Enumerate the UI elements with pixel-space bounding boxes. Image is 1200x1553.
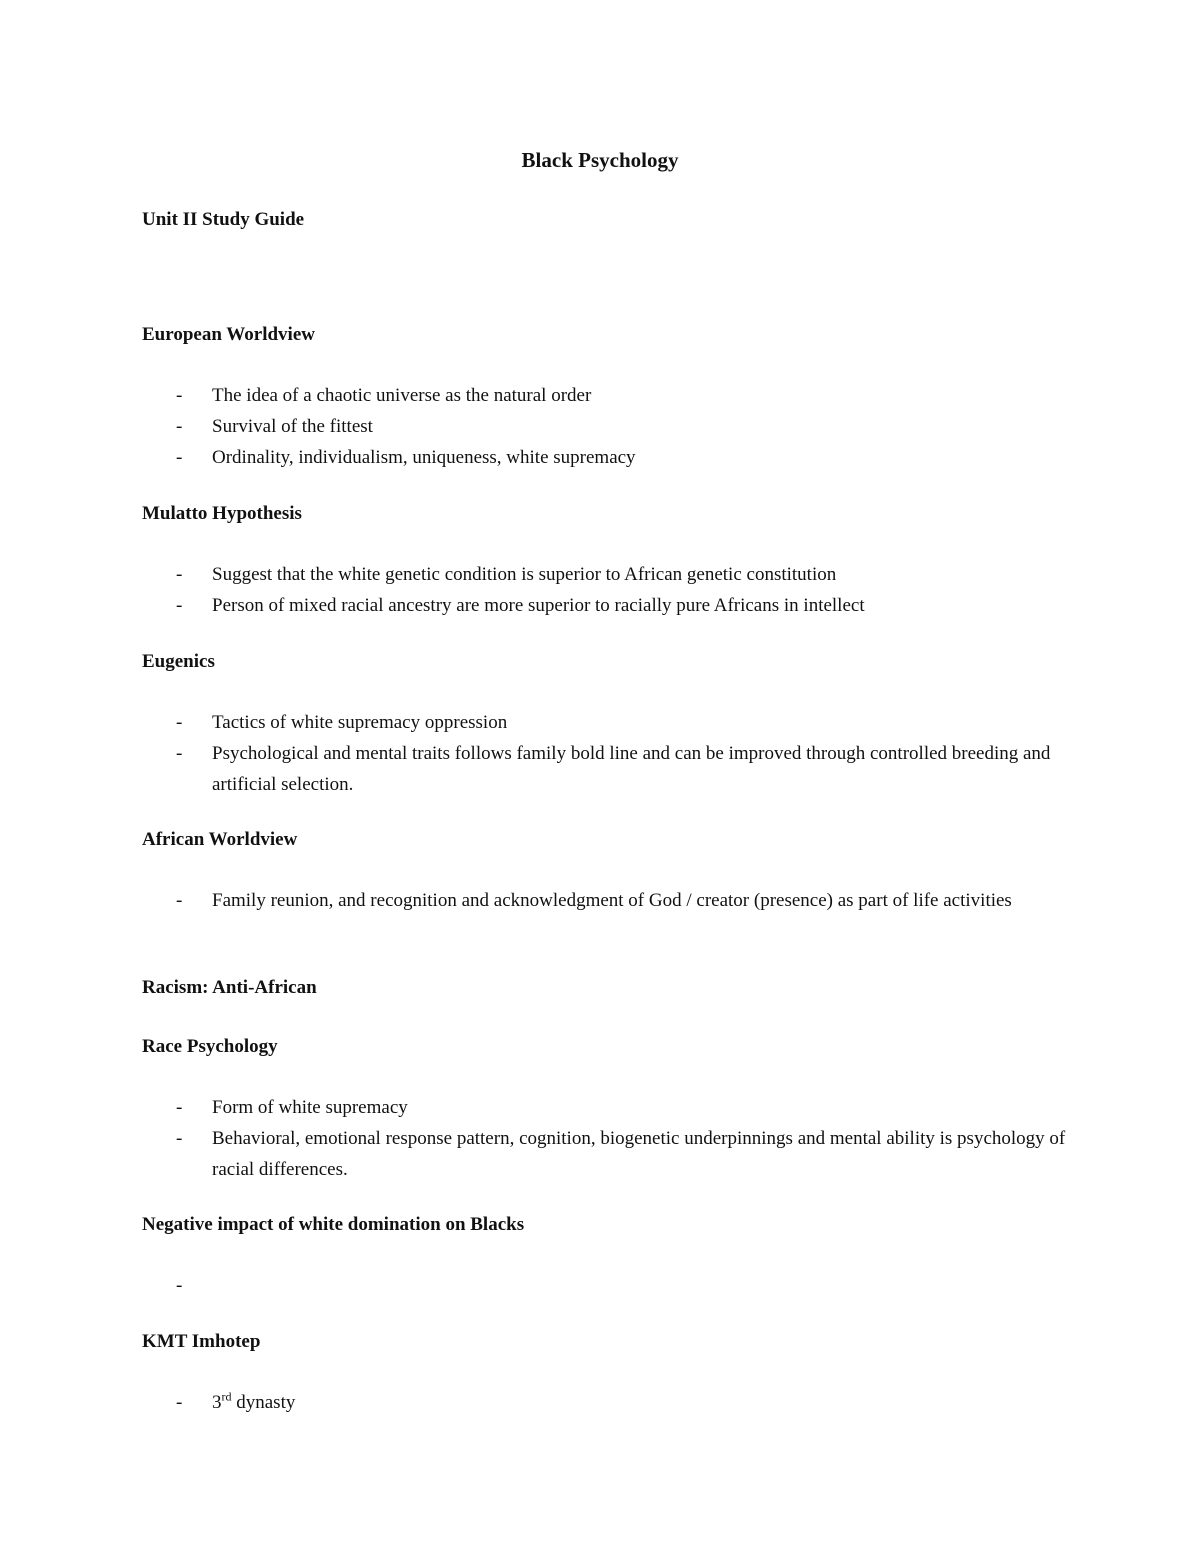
- bullet-text: The idea of a chaotic universe as the natural order: [212, 385, 592, 406]
- bullet-text: Psychological and mental traits follows family bold line and can be improved through controlled breeding and artificial selection.: [212, 743, 1051, 795]
- bullet-list: [142, 707, 1072, 800]
- list-item: [142, 1123, 1072, 1185]
- bullet-text: Behavioral, emotional response pattern, cognition, biogenetic underpinnings and mental ability is psychology of racial differences.: [212, 1128, 1066, 1180]
- dash-marker: -: [176, 712, 183, 733]
- section-heading: Race Psychology: [142, 1036, 278, 1057]
- list-item: [142, 380, 1072, 411]
- dynasty-word: dynasty: [236, 1392, 296, 1413]
- section-heading: Eugenics: [142, 651, 215, 672]
- list-item: [142, 411, 1072, 442]
- bullet-text: Person of mixed racial ancestry are more superior to racially pure Africans in intellect: [212, 595, 865, 616]
- section-heading: Negative impact of white domination on Blacks: [142, 1214, 525, 1235]
- list-item: [142, 707, 1072, 738]
- bullet-list: [142, 1092, 1072, 1185]
- list-item: [142, 738, 1072, 800]
- section-negative-impact: [142, 1212, 1072, 1301]
- section-heading: KMT Imhotep: [142, 1331, 261, 1352]
- dash-marker: -: [176, 1097, 183, 1118]
- dash-marker: -: [176, 564, 183, 585]
- list-item: [142, 1387, 1072, 1418]
- list-item: [142, 1270, 1072, 1301]
- bullet-text: Family reunion, and recognition and acknowledgment of God / creator (presence) as part of life activities: [212, 890, 1012, 911]
- document-title: Black Psychology: [521, 148, 679, 172]
- dash-marker: -: [176, 385, 183, 406]
- bullet-list: [142, 885, 1072, 916]
- section-heading: African Worldview: [142, 829, 298, 850]
- list-item: [142, 1092, 1072, 1123]
- section-eugenics: [142, 649, 1072, 800]
- dash-marker: -: [176, 1128, 183, 1149]
- ordinal-suffix: rd: [221, 1389, 232, 1404]
- bullet-text: Survival of the fittest: [212, 416, 373, 437]
- dash-marker: -: [176, 743, 183, 764]
- dash-marker: -: [176, 416, 183, 437]
- document-subtitle: Unit II Study Guide: [142, 209, 305, 230]
- bullet-list: [142, 380, 1072, 473]
- section-race-psychology: [142, 1034, 1072, 1185]
- dash-marker: -: [176, 595, 183, 616]
- section-heading: Mulatto Hypothesis: [142, 503, 302, 524]
- bullet-text: Form of white supremacy: [212, 1097, 408, 1118]
- bullet-text: Tactics of white supremacy oppression: [212, 712, 508, 733]
- section-heading: Racism: Anti-African: [142, 977, 317, 998]
- section-kmt-imhotep: [142, 1329, 1072, 1418]
- bullet-list: [142, 1270, 1072, 1301]
- bullet-text: Ordinality, individualism, uniqueness, white supremacy: [212, 447, 636, 468]
- dash-marker: -: [176, 890, 183, 911]
- section-european-worldview: [142, 322, 1072, 473]
- section-racism-anti-african: [142, 975, 1072, 1001]
- section-mulatto-hypothesis: [142, 501, 1072, 621]
- dash-marker: -: [176, 1392, 183, 1413]
- section-african-worldview: [142, 827, 1072, 916]
- bullet-list: [142, 1387, 1072, 1418]
- dash-marker: -: [176, 447, 183, 468]
- section-heading: European Worldview: [142, 324, 315, 345]
- list-item: [142, 559, 1072, 590]
- bullet-text: Suggest that the white genetic condition is superior to African genetic constitution: [212, 564, 837, 585]
- list-item: [142, 885, 1072, 916]
- bullet-list: [142, 559, 1072, 621]
- list-item: [142, 442, 1072, 473]
- dash-marker: -: [176, 1275, 183, 1296]
- dynasty-number: 3: [212, 1392, 222, 1413]
- list-item: [142, 590, 1072, 621]
